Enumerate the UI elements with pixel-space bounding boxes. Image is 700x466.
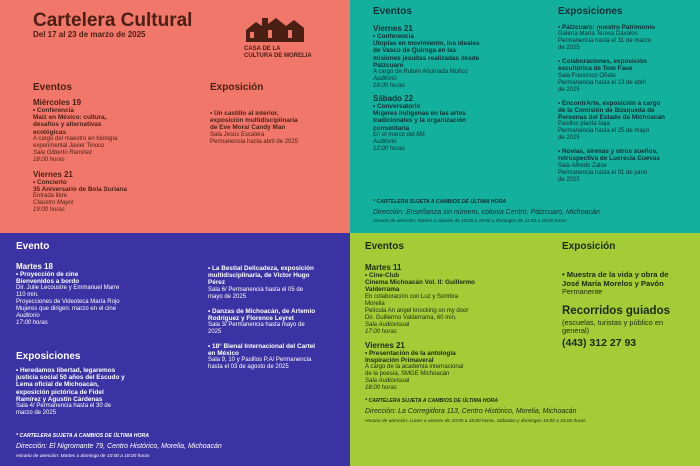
exhibition-item <box>562 271 697 297</box>
event-type: • Concierto <box>33 178 67 186</box>
event-type: • Presentación de la antología <box>365 349 456 357</box>
event-details: A cargo de la academia internacional de la poesía, SMGE Michoacán <box>365 364 464 378</box>
event-speaker: A cargo del maestro en biología experimental Javier Tinoco <box>33 135 118 149</box>
event-day: Sábado 22 <box>373 94 414 104</box>
exhibition-item <box>558 58 696 93</box>
address: Dirección: Enseñanza sin número, colonia Centro, Pátzcuaro, Michoacán <box>373 209 600 216</box>
exhibition-item <box>558 148 696 183</box>
page-title: Cartelera Cultural <box>33 10 193 31</box>
eventos-heading: Eventos <box>33 82 72 93</box>
event-type: • Cine-Club <box>365 272 400 279</box>
event-place: Auditorio <box>16 313 40 320</box>
exhibition-title: • Heredamos libertad, legaremos justicia social 50 años del Escudo y Lema oficial de Michoacán, exposición pictórica de Fidel Ramírez y Agustín Cárdenas <box>16 367 125 403</box>
event-type: • Conferencia <box>373 33 414 40</box>
panel-patzcuaro <box>350 0 700 233</box>
exhibition-details: Pasillos planta baja Permanencia hasta el 25 de mayo de 2025 <box>558 121 650 142</box>
event-type: • Conferencia <box>33 107 74 114</box>
event-place: Sala Gilberto Ramírez <box>33 149 93 156</box>
exposiciones-heading: Exposiciones <box>558 6 623 17</box>
exhibition-item <box>558 100 696 143</box>
panel-casa-cultura-morelia <box>0 0 350 233</box>
evento-heading: Evento <box>16 241 50 252</box>
event-title: 35 Aniversario de Bola Suriana <box>33 186 127 194</box>
event-extra: Proyecciones de Videoteca María Rojo Mujeres que dirigen: marzo en el cine <box>16 299 120 313</box>
event-place: Sala Audiovisual <box>365 378 410 385</box>
exhibition-title: • La Bestial Delicadeza, exposición multidisciplinaria, de Víctor Hugo Pérez <box>208 265 314 287</box>
event-day: Viernes 21 <box>365 340 405 350</box>
schedule-note: * CARTELERA SUJETA A CAMBIOS DE ÚLTIMA HORA <box>365 398 499 404</box>
event-time: 19:00 horas <box>33 207 65 214</box>
exhibition-title: • 18° Bienal Internacional del Cartel en México <box>208 343 316 358</box>
page-subtitle: Del 17 al 23 de marzo de 2025 <box>33 30 146 39</box>
guided-tours-audience: (escuelas, turistas y público en general) <box>562 318 664 336</box>
events-list <box>33 98 203 214</box>
event-title: Cinema Michoacán Vol. II: Guillermo Valderrama <box>365 279 475 294</box>
exposicion-heading: Exposición <box>562 241 616 252</box>
eventos-heading: Eventos <box>373 6 412 17</box>
event-title: Bienvenidos a bordo <box>16 278 80 286</box>
exhibition-title: • Pátzcuaro: nuestro Patrimonio <box>558 24 656 31</box>
exhibition-title: • Muestra de la vida y obra de José María Morelos y Pavón <box>562 270 669 288</box>
event-context: En el marco del 8M <box>373 131 425 138</box>
address: Dirección: La Corregidora 113, Centro Histórico, Morelia, Michoacán <box>365 408 577 415</box>
opening-hours: Horario de atención: Martes a sábado de 10:00 a 19:00 y domingos de 11:00 a 18:00 horas <box>373 219 567 224</box>
exhibition-item <box>208 308 346 336</box>
event-place: Auditorio <box>373 138 397 145</box>
event-title: Mujeres indígenas en las artes tradicionales y la organización comunitaria <box>373 110 467 132</box>
exhibition-title: • EncontrArte, exposición a cargo de la Comisión de Búsqueda de Personas del Estado de Michoacán <box>558 99 665 122</box>
event-day: Viernes 21 <box>373 24 413 33</box>
event-type: • Conversatorio <box>373 103 421 111</box>
event-director: Dir. Julie Lecoustre y Emmanuel Marre 110 min. <box>16 285 120 299</box>
schedule-note: * CARTELERA SUJETA A CAMBIOS DE ÚLTIMA HORA <box>16 433 150 439</box>
event-place: Claustro Mayor <box>33 200 74 207</box>
exhibition-details: Sala 4/ Permanencia hasta el 30 de marzo de 2025 <box>16 403 112 417</box>
panel-nigromante <box>0 233 350 466</box>
exhibition-item <box>210 110 345 146</box>
exhibition-details: Sala 6/ Permanencia hasta el 05 de mayo de 2025 <box>208 286 304 300</box>
exhibition-permanence: Permanente <box>562 287 603 297</box>
event-time: 12:00 horas <box>373 145 405 152</box>
exhibition-title: • Colaboraciones, exposición escultórica de Tom Faue <box>558 58 647 73</box>
events-list <box>373 24 538 153</box>
event-speaker: A cargo de Rubén Ahumada Muñoz <box>373 69 468 76</box>
exhibition-place: Sala Jesús Escalera <box>210 131 265 138</box>
exposicion-heading: Exposición <box>210 82 264 93</box>
exhibitions-list <box>558 24 696 184</box>
event-time: 18:00 horas <box>373 83 405 90</box>
eventos-heading: Eventos <box>365 241 404 252</box>
event-day: Martes 18 <box>16 262 53 271</box>
schedule-note: * CARTELERA SUJETA A CAMBIOS DE ÚLTIMA HORA <box>373 199 507 205</box>
exhibition-title: • Danzas de Michoacán, de Artemio Rodríguez y Florence Leyret <box>208 307 316 322</box>
event-place: Sala Audiovisual <box>365 321 410 328</box>
opening-hours: Horario de atención: Lunes a viernes de 10:00 a 18:00 horas. Sábados y domingos 10:00 a 16:00 horas <box>365 419 586 424</box>
exhibition-details: Sala 3/ Permanencia hasta mayo de 2025 <box>208 322 305 336</box>
event-time: 17:00 horas <box>365 328 397 335</box>
address: Dirección: El Nigromante 79, Centro Histórico, Morelia, Michoacán <box>16 443 222 450</box>
events-list <box>365 263 540 392</box>
exhibition-details: Sala Francisco Oñate Permanencia hasta el 13 de abril de 2025 <box>558 72 646 93</box>
event-place: Auditorio <box>373 76 397 83</box>
event-day: Viernes 21 <box>33 169 73 179</box>
exhibition-dates: Permanencia hasta abril de 2025 <box>210 138 299 145</box>
exposiciones-heading: Exposiciones <box>16 351 81 362</box>
exhibition-item <box>208 265 346 301</box>
guided-tours-heading: Recorridos guiados <box>562 305 670 317</box>
exhibitions-list <box>208 265 346 371</box>
exhibition-title: • Un castillo al interior, exposición multidisciplinaria de Eve Mora/ Candy Man <box>210 110 298 132</box>
exhibition-title: • Novias, sirenas y otros sueños, retrospectiva de Lucrecia Cuevas <box>558 148 660 163</box>
event-title: Maíz en México: cultura, desafíos y alternativas ecológicas <box>33 114 107 136</box>
event-title: Inspiración Primaveral <box>365 356 434 364</box>
event-time: 18:00 horas <box>33 156 65 163</box>
event-entry: Entrada libre <box>33 193 68 200</box>
event-time: 18:00 horas <box>365 385 397 392</box>
event-details: En colaboración con Luz y Sombra Morelia Película An angel knocking on my door Dir. Guillermo Valderrama, 60 min. <box>365 293 469 321</box>
exhibition-item <box>558 24 696 52</box>
event-day: Miércoles 19 <box>33 98 82 107</box>
opening-hours: Horario de atención: Martes a domingo de 10:00 a 18:00 horas <box>16 454 150 459</box>
event-title: Utopías en movimiento, los ideales de Vasco de Quiroga en las misiones jesuitas realizadas desde Pátzcuaro <box>373 40 480 69</box>
exhibition-details: Sala Alfredo Zalce Permanencia hasta el 01 de junio de 2025 <box>558 162 648 183</box>
logo-text-2: CULTURA DE MORELIA <box>244 53 312 59</box>
phone-number: (443) 312 27 93 <box>562 337 637 349</box>
exhibition-item <box>16 367 186 417</box>
casa-cultura-logo <box>238 8 316 60</box>
events-list <box>16 262 191 327</box>
event-time: 17:00 horas <box>16 320 48 327</box>
panel-la-corregidora <box>350 233 700 466</box>
event-type: • Proyección de cine <box>16 271 79 278</box>
exhibition-item <box>208 343 346 371</box>
exhibition-details: Sala 9, 10 y Pasillos P.A/ Permanencia hasta el 03 de agosto de 2025 <box>208 357 312 371</box>
event-day: Martes 11 <box>365 263 402 272</box>
exhibition-details: Galería María Teresa Dávalos Permanencia hasta el 31 de marzo de 2025 <box>558 31 652 52</box>
logo-text-1: CASA DE LA <box>244 46 281 52</box>
